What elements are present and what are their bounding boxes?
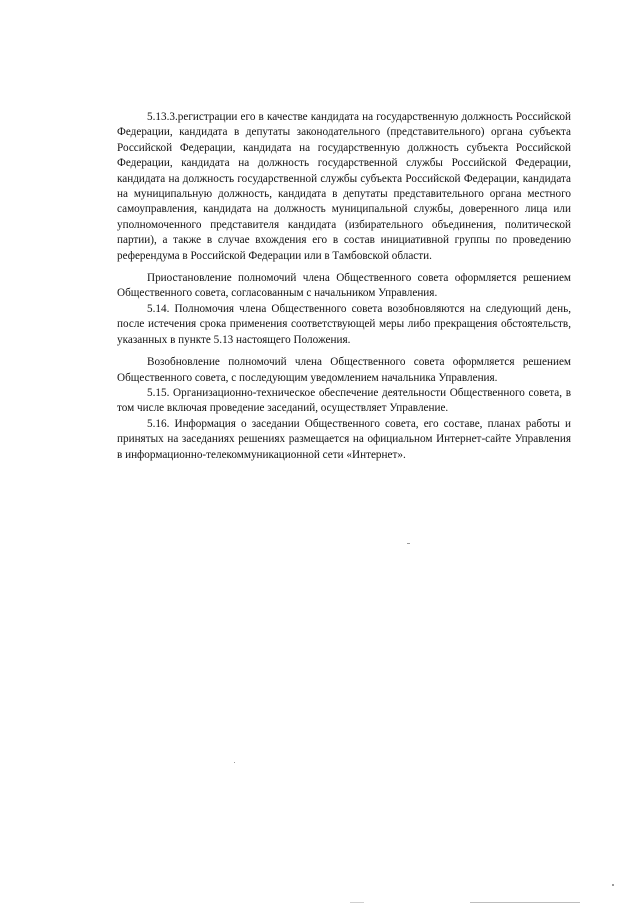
scan-dot [234,762,235,763]
scan-dot [612,884,614,886]
document-body [117,110,571,463]
paragraph-5-14: 5.14. Полномочия члена Общественного совета возобновляются на следующий день, после истечения срока применения соответствующей меры либо прекращения обстоятельств, указанных в пункте 5.13 настоящего Положения. [117,302,571,346]
paragraph-5-16: 5.16. Информация о заседании Общественного совета, его составе, планах работы и принятых на заседаниях решениях размещается на официальном Интернет-сайте Управления в информационно-телекоммуникационной сети «Интернет». [117,417,571,461]
paragraph-5-13-3: 5.13.3.регистрации его в качестве кандидата на государственную должность Российской Федерации, кандидата в депутаты законодательного (представительного) органа субъекта Российской Федерации, кандидата на государственную должность субъекта Российской Федерации, кандидата на должность государственной службы Российской Федерации, кандидата на должность государственной службы субъекта Российской Федерации, кандидата на муниципальную должность, кандидата в депутаты представительного органа местного самоуправления, кандидата на должность муниципальной службы, доверенного лица или уполномоченного представителя кандидата (избирательного объединения, политической партии), а также в случае вхождения его в состав инициативной группы по проведению референдума в Российской Федерации или в Тамбовской области. [117,111,571,262]
paragraph-5-15: 5.15. Организационно-техническое обеспечение деятельности Общественного совета, в том числе включая проведение заседаний, осуществляет Управление. [117,386,571,415]
scan-dot [407,543,410,544]
paragraph-renewal: Возобновление полномочий члена Общественного совета оформляется решением Общественного совета, с последующим уведомлением начальника Управления. [117,356,571,384]
scan-edge-line [350,902,364,903]
scan-edge-line [470,902,580,903]
paragraph-suspension: Приостановление полномочий члена Общественного совета оформляется решением Общественного совета, согласованным с начальником Управления. [117,272,571,300]
